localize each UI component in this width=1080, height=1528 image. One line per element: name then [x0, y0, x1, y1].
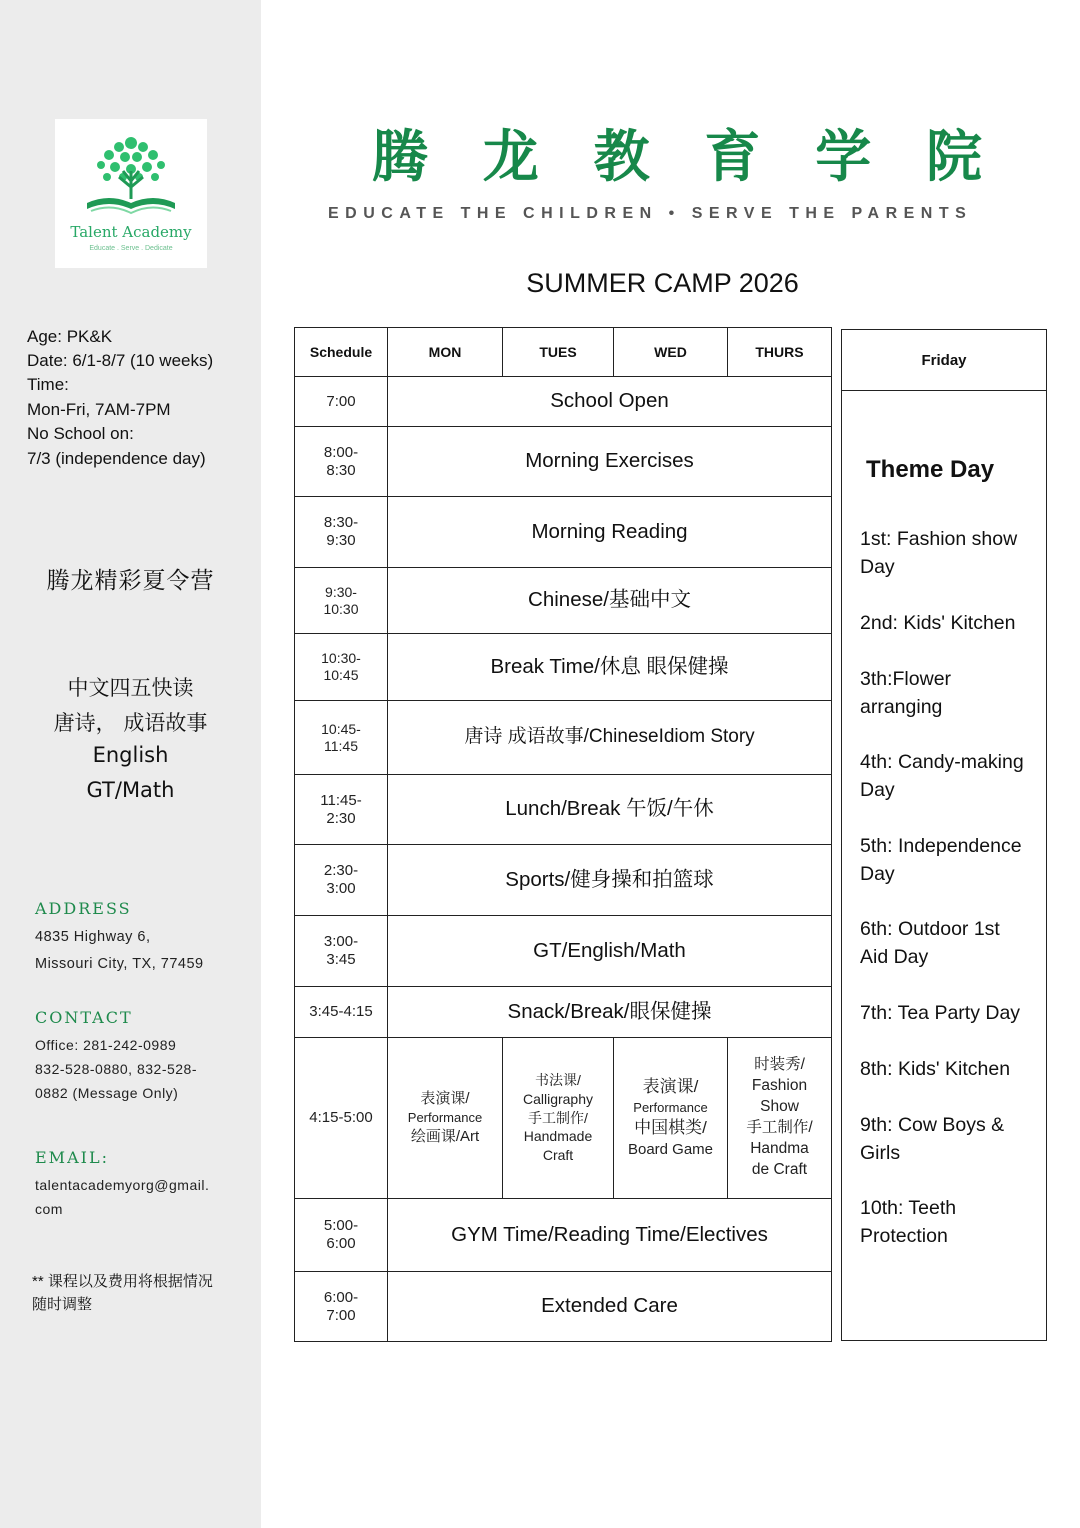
elective-text: Handma [750, 1139, 809, 1157]
time-text: 3:00- [323, 933, 359, 950]
title-char: 教 [593, 125, 650, 190]
header-thurs: THURS [727, 327, 832, 377]
activity-text: Sports/健身操和拍篮球 [505, 867, 714, 891]
fee-note: ** 课程以及费用将根据情况 [32, 1273, 213, 1290]
elective-text: Board Game [627, 1140, 714, 1158]
header-tues: TUES [502, 327, 614, 377]
time-cell [294, 1037, 388, 1199]
course-item: 中文四五快读 [67, 676, 194, 700]
time-text: 10:45- [321, 720, 361, 737]
theme-line: Day [860, 779, 895, 801]
course-item: 唐诗， 成语故事 [53, 711, 208, 735]
email-line: talentacademyorg@gmail. [35, 1177, 210, 1193]
activity-text: Break Time/休息 眼保健操 [490, 654, 729, 678]
header-mon: MON [387, 327, 503, 377]
elective-text: de Craft [751, 1160, 808, 1178]
activity-cell [387, 844, 832, 916]
theme-line: 7th: Tea Party Day [860, 1002, 1021, 1024]
time-cell [294, 986, 388, 1038]
time-cell [294, 915, 388, 987]
elective-text: 手工制作/ [746, 1119, 813, 1136]
activity-text: 唐诗 成语故事/ChineseIdiom Story [464, 726, 755, 748]
contact-heading: CONTACT [35, 1008, 133, 1027]
theme-item [860, 1194, 1042, 1250]
contact-line: Office: 281-242-0989 [35, 1037, 177, 1053]
elective-text: Fashion [751, 1077, 808, 1095]
theme-line: Day [860, 863, 895, 885]
activity-cell [387, 1271, 832, 1342]
elective-text: 时装秀/ [754, 1056, 805, 1074]
time-text: 3:45 [326, 951, 356, 968]
activity-text: Chinese/基础中文 [528, 588, 691, 612]
address-heading: ADDRESS [35, 899, 132, 918]
title-char: 院 [925, 125, 982, 190]
elective-tues [502, 1037, 614, 1199]
email-line: com [35, 1201, 63, 1217]
time-cell [294, 844, 388, 916]
activity-text: Snack/Break/眼保健操 [507, 999, 712, 1023]
theme-item [860, 999, 1042, 1027]
contact-line: 0882 (Message Only) [35, 1085, 179, 1101]
activity-cell [387, 426, 832, 497]
theme-item [860, 748, 1042, 804]
camp-name: 腾龙精彩夏令营 [46, 568, 215, 594]
activity-cell [387, 496, 832, 568]
info-age: Age: PK&K [27, 327, 113, 346]
time-text: 9:30 [326, 532, 356, 549]
theme-line: 9th: Cow Boys & [860, 1114, 1005, 1136]
time-text: 8:30 [326, 461, 356, 479]
activity-cell [387, 986, 832, 1038]
theme-item [860, 1111, 1042, 1167]
time-text: 5:00- [323, 1217, 359, 1234]
time-text: 9:30- [325, 583, 357, 600]
info-date: Date: 6/1-8/7 (10 weeks) [27, 351, 214, 370]
theme-line: Day [860, 556, 895, 578]
info-no-school: 7/3 (independence day) [27, 449, 206, 468]
elective-thurs [727, 1037, 832, 1199]
theme-line: 10th: Teeth [860, 1197, 957, 1219]
header-schedule: Schedule [294, 327, 388, 377]
elective-mon [387, 1037, 503, 1199]
theme-line: 8th: Kids' Kitchen [860, 1058, 1011, 1080]
time-text: 10:30 [323, 600, 359, 617]
activity-cell [387, 567, 832, 634]
time-text: 2:30 [326, 809, 356, 827]
activity-cell [387, 915, 832, 987]
theme-item [860, 665, 1042, 721]
elective-text: Craft [542, 1147, 574, 1164]
time-text: 11:45 [324, 737, 358, 754]
activity-text: Morning Exercises [525, 449, 694, 473]
theme-item [860, 832, 1042, 888]
elective-text: 表演课/ [420, 1089, 470, 1107]
theme-day-title: Theme Day [866, 456, 995, 483]
time-cell [294, 426, 388, 497]
sidebar [0, 0, 261, 1528]
logo-tagline: Educate . Serve . Dedicate [89, 245, 173, 252]
time-text: 6:00 [326, 1235, 356, 1252]
time-text: 11:45- [320, 791, 362, 809]
elective-text: Handmade [523, 1128, 593, 1145]
fee-note: 随时调整 [32, 1296, 93, 1313]
theme-line: 2nd: Kids' Kitchen [860, 612, 1016, 634]
logo-name: Talent Academy [70, 223, 192, 241]
activity-text: GYM Time/Reading Time/Electives [451, 1222, 768, 1246]
activity-cell [387, 1198, 832, 1272]
header-wed: WED [613, 327, 728, 377]
activity-text: School Open [550, 389, 669, 413]
activity-text: Lunch/Break 午饭/午休 [505, 797, 714, 821]
course-item: English [92, 743, 169, 767]
time-text: 6:00- [323, 1288, 359, 1306]
elective-text: 中国棋类/ [634, 1117, 707, 1137]
time-text: 4:15-5:00 [309, 1109, 373, 1126]
elective-text: 书法课/ [535, 1071, 581, 1088]
contact-line: 832-528-0880, 832-528- [35, 1061, 198, 1077]
title-char: 学 [815, 125, 872, 190]
time-text: 10:45 [323, 667, 359, 683]
time-text: 10:30- [321, 650, 361, 667]
activity-text: GT/English/Math [533, 938, 686, 962]
tree-book-icon [81, 131, 181, 221]
title-char: 育 [704, 125, 761, 190]
theme-line: 3th:Flower [860, 668, 952, 690]
time-text: 2:30- [323, 862, 359, 879]
time-cell [294, 496, 388, 568]
title-char: 腾 [372, 125, 428, 190]
activity-cell [387, 633, 832, 701]
elective-text: Show [760, 1098, 799, 1116]
time-text: 8:00- [323, 443, 359, 461]
activity-text: Morning Reading [531, 519, 688, 543]
info-no-school-label: No School on: [27, 424, 134, 443]
camp-title: SUMMER CAMP 2026 [526, 268, 799, 298]
theme-line: arranging [860, 696, 943, 718]
title-char: 龙 [482, 125, 539, 190]
theme-line: Protection [860, 1225, 948, 1247]
course-item: GT/Math [86, 778, 175, 802]
elective-wed [613, 1037, 728, 1199]
time-text: 7:00 [326, 1306, 356, 1324]
elective-text: 表演课/ [642, 1077, 699, 1097]
elective-text: Calligraphy [522, 1090, 594, 1107]
theme-line: Aid Day [860, 946, 929, 968]
theme-item [860, 915, 1042, 971]
activity-cell [387, 376, 832, 427]
theme-line: 6th: Outdoor 1st [860, 918, 1000, 940]
theme-line: 1st: Fashion show [860, 528, 1018, 550]
page-title-cn [372, 125, 982, 190]
elective-text: Performance [407, 1110, 483, 1126]
info-time-label: Time: [27, 375, 69, 394]
theme-line: 4th: Candy-making [860, 751, 1024, 773]
time-cell [294, 700, 388, 775]
logo [55, 119, 207, 268]
friday-header: Friday [841, 329, 1047, 391]
activity-cell [387, 700, 832, 775]
info-time: Mon-Fri, 7AM-7PM [27, 400, 171, 419]
address-line: Missouri City, TX, 77459 [35, 956, 204, 972]
address-line: 4835 Highway 6, [35, 929, 151, 945]
elective-text: 手工制作/ [528, 1109, 588, 1126]
email-heading: EMAIL: [35, 1148, 109, 1167]
theme-item [860, 609, 1042, 637]
theme-item [860, 1055, 1042, 1083]
tagline: EDUCATE THE CHILDREN • SERVE THE PARENTS [328, 205, 973, 222]
time-cell [294, 633, 388, 701]
theme-line: 5th: Independence [860, 835, 1022, 857]
time-text: 7:00 [326, 392, 356, 410]
time-text: 3:00 [326, 880, 356, 897]
time-text: 3:45-4:15 [309, 1003, 373, 1020]
time-cell [294, 376, 388, 427]
elective-text: 绘画课/Art [410, 1127, 480, 1145]
theme-line: Girls [860, 1142, 901, 1164]
time-cell [294, 1198, 388, 1272]
elective-text: Performance [633, 1100, 708, 1116]
time-text: 8:30- [323, 514, 359, 531]
activity-text: Extended Care [541, 1294, 678, 1318]
time-cell [294, 774, 388, 845]
friday-theme-panel [841, 390, 1047, 1341]
theme-item [860, 525, 1042, 581]
time-cell [294, 567, 388, 634]
time-cell [294, 1271, 388, 1342]
activity-cell [387, 774, 832, 845]
